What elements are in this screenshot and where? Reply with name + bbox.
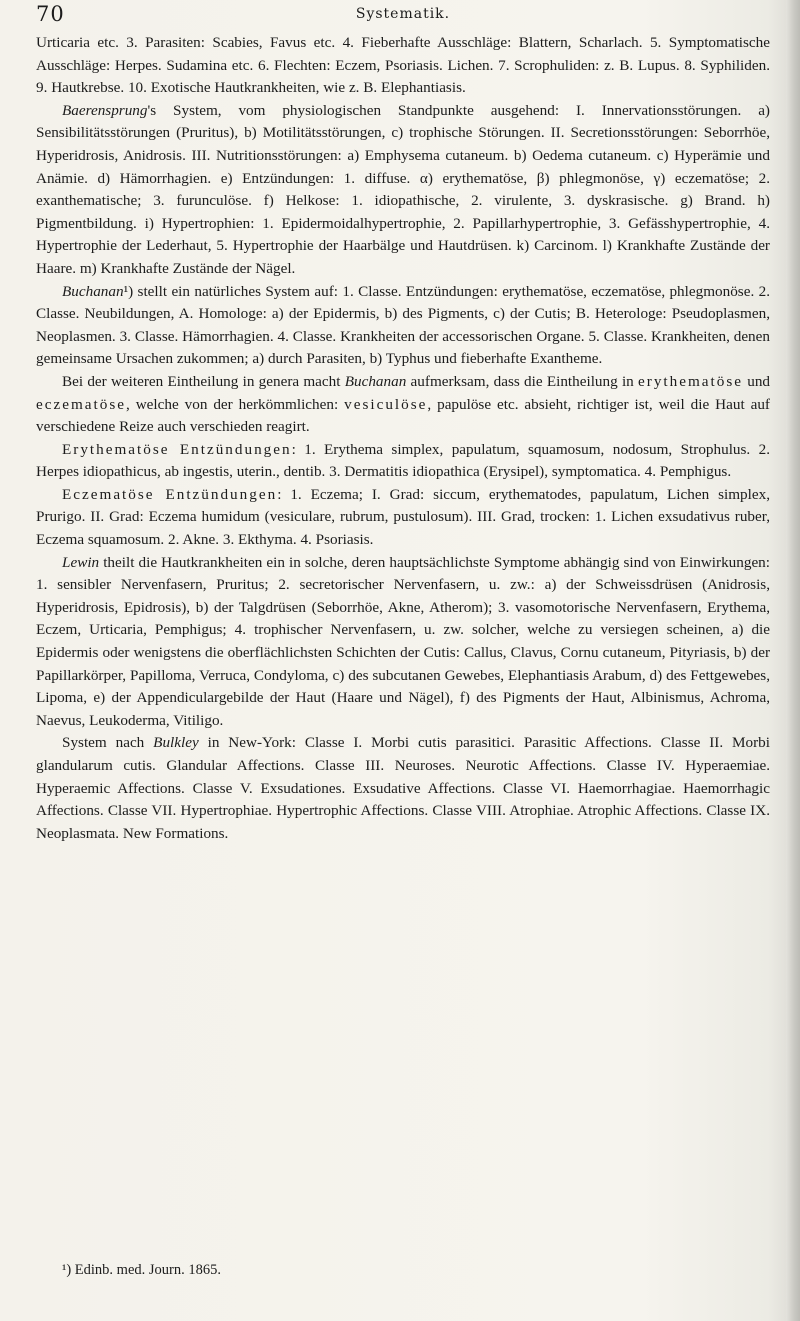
paragraph <box>36 552 770 733</box>
spaced-term: erythematöse <box>638 372 743 390</box>
text-run: : 1. Eczema; I. Grad: siccum, erythematodes, papulatum, Lichen simplex, Prurigo. II. Grad: Eczema humidum (vesiculare, rubrum, pustulosum). III. Grad, trocken: 1. Lichen exsudativus ruber, Eczema squamosum. 2. Akne. 3. Ekthyma. 4. Psoriasis. <box>36 485 771 549</box>
spaced-term: Eczematöse Entzündungen <box>62 485 278 503</box>
author-name: Buchanan <box>344 372 407 390</box>
text-run: : 1. Erythema simplex, papulatum, squamosum, nodosum, Strophulus. 2. Herpes idiopathicus, ab ingestis, uterin., dentib. 3. Dermatitis idiopathica (Erysipel), symptomatica. 4. Pemphigus. <box>36 440 770 481</box>
paragraph <box>36 484 770 552</box>
page-edge <box>786 0 800 1321</box>
paragraph <box>36 371 770 439</box>
spaced-term: vesiculöse <box>344 395 428 413</box>
spaced-term: Erythematöse Entzündungen <box>62 440 292 458</box>
footnote: ¹) Edinb. med. Journ. 1865. <box>62 1262 221 1278</box>
paragraph <box>36 281 770 371</box>
text-run: System nach <box>62 734 154 752</box>
author-name: Buchanan <box>62 282 124 300</box>
page-header <box>36 2 770 26</box>
text-run: , welche von der herkömmlichen: <box>125 395 345 413</box>
text-run: theilt die Hautkrankheiten ein in solche, deren hauptsächlichste Symptome abhängig sind von Einwirkungen: 1. sensibler Nervenfasern, Pruritus; 2. secretorischer Nervenfasern, u. zw.: a) der Schweissdrüsen (Anidrosis, Hyperidrosis, Epidrosis), b) der Talgdrüsen (Seborrhöe, Akne, Atherom); 3. vasomotorische Nervenfasern, Erythema, Eczem, Urticaria, Pemphigus; 4. trophischer Nervenfasern, u. zw. solcher, welche zu versiegen scheinen, a) die Epidermis oder wenigstens die oberflächlichsten Schichten der Cutis: Callus, Clavus, Cornu cutaneum, Pityriasis, b) der Papillarkörper, Papilloma, Verruca, Condyloma, c) des subcutanen Gewebes, Elephantiasis Arabum, d) des Fettgewebes, Lipoma, e) der Appendiculargebilde der Haut (Haare und Nägel), f) des Pigments der Haut, Albinismus, Achroma, Naevus, Leukoderma, Vitiligo. <box>36 553 770 729</box>
body-text <box>36 32 770 845</box>
text-run: und <box>742 372 771 390</box>
spaced-term: eczematöse <box>36 395 126 413</box>
author-name: Lewin <box>62 553 100 571</box>
text-run: Bei der weiteren Eintheilung in genera macht <box>62 372 345 390</box>
paragraph <box>36 439 770 484</box>
text-run: aufmerksam, dass die Eintheilung in <box>406 372 639 390</box>
running-head: Systematik. <box>355 6 451 22</box>
text-run: ¹) stellt ein natürliches System auf: 1. Classe. Entzündungen: erythematöse, eczematöse, phlegmonöse. 2. Classe. Neubildungen, A. Homologe: a) der Epidermis, b) des Pigments, c) der Cutis; B. Heterologe: Pseudoplasmen, Neoplasmen. 3. Classe. Hämorrhagien. 4. Classe. Krankheiten der accessorischen Organe. 5. Classe. Krankheiten, denen gemeinsame Ursachen zukommen; a) durch Parasiten, b) Typhus und fieberhafte Exantheme. <box>36 282 770 368</box>
text-run: in New-York: Classe I. Morbi cutis parasitici. Parasitic Affections. Classe II. Morbi glandularum cutis. Glandular Affections. Classe III. Neuroses. Neurotic Affections. Classe IV. Hyperaemiae. Hyperaemic Affections. Classe V. Exsudationes. Exsudative Affections. Classe VI. Haemorrhagiae. Haemorrhagic Affections. Classe VII. Hypertrophiae. Hypertrophic Affections. Classe VIII. Atrophiae. Atrophic Affections. Classe IX. Neoplasmata. New Formations. <box>36 734 770 842</box>
author-name: Bulkley <box>153 734 199 752</box>
paragraph <box>36 100 770 281</box>
text-run: Urticaria etc. 3. Parasiten: Scabies, Favus etc. 4. Fieberhafte Ausschläge: Blattern, Scharlach. 5. Symptomatische Ausschläge: Herpes. Sudamina etc. 6. Flechten: Eczem, Psoriasis. Lichen. 7. Scrophuliden: z. B. Lupus. 8. Syphiliden. 9. Hautkrebse. 10. Exotische Hautkrankheiten, wie z. B. Elephantiasis. <box>36 34 770 97</box>
text-run: , papulöse etc. absieht, richtiger ist, weil die Haut auf verschiedene Reize auch verschieden reagirt. <box>36 395 770 436</box>
author-name: Baerensprung <box>62 101 148 119</box>
paragraph <box>36 32 770 100</box>
paragraph <box>36 732 770 845</box>
page-number: 70 <box>36 2 65 26</box>
text-run: 's System, vom physiologischen Standpunkte ausgehend: I. Innervationsstörungen. a) Sensibilitätsstörungen (Pruritus), b) Motilitätsstörungen, c) trophische Störungen. II. Secretionsstörungen: Seborrhöe, Hyperidrosis, Anidrosis. III. Nutritionsstörungen: a) Emphysema cutaneum. b) Oedema cutaneum. c) Hyperämie und Anämie. d) Hämorrhagien. e) Entzündungen: 1. diffuse. α) erythematöse, β) phlegmonöse, γ) eczematöse; 2. exanthematische; 3. furunculöse. f) Helkose: 1. idiopathische, 2. virulente, 3. dyskrasische. g) Brand. h) Pigmentbildung. i) Hypertrophien: 1. Epidermoidalhypertrophie, 2. Papillarhypertrophie, 3. Gefässhypertrophie, 4. Hypertrophie der Lederhaut, 5. Hypertrophie der Haarbälge und Hautdrüsen. k) Carcinom. l) Krankhafte Zustände der Haare. m) Krankhafte Zustände der Nägel. <box>36 101 770 277</box>
